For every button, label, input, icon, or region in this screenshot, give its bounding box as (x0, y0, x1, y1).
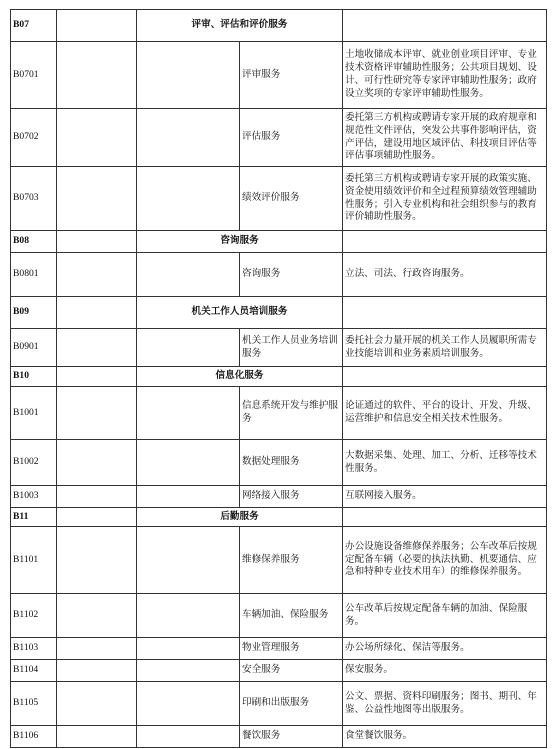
item-description: 土地收储成本评审、就业创业项目评审、专业技术资格评审辅助性服务；公共项目规划、设计、可行性研究等专家评审辅助性服务；政府设立奖项的专家评审辅助性服务。 (343, 42, 547, 109)
empty-cell (57, 527, 137, 594)
item-name: 评估服务 (240, 109, 343, 167)
empty-cell (137, 387, 240, 440)
item-description: 委托第三方机构或聘请专家开展的政策实施、资金使用绩效评价和全过程预算绩效管理辅助性服务；引入专业机构和社会组织参与的教育评价辅助性服务。 (343, 167, 547, 231)
item-description: 保安服务。 (343, 660, 547, 682)
table-body (11, 10, 547, 748)
empty-cell (57, 167, 137, 231)
empty-cell (57, 660, 137, 682)
empty-cell (137, 527, 240, 594)
empty-cell (137, 109, 240, 167)
empty-cell (343, 10, 547, 42)
item-name: 车辆加油、保险服务 (240, 594, 343, 638)
category-code: B08 (11, 231, 57, 253)
empty-cell (57, 10, 137, 42)
table-row (11, 109, 547, 167)
empty-cell (57, 440, 137, 486)
item-name: 机关工作人员业务培训服务 (240, 329, 343, 367)
empty-cell (57, 387, 137, 440)
category-name: 咨询服务 (137, 231, 343, 253)
table-row (11, 660, 547, 682)
item-name: 餐饮服务 (240, 726, 343, 748)
category-name: 评审、评估和评价服务 (137, 10, 343, 42)
empty-cell (137, 638, 240, 660)
empty-cell (57, 253, 137, 297)
empty-cell (137, 726, 240, 748)
category-header-row (11, 367, 547, 387)
item-code: B1102 (11, 594, 57, 638)
empty-cell (137, 167, 240, 231)
empty-cell (343, 297, 547, 329)
empty-cell (137, 594, 240, 638)
item-name: 咨询服务 (240, 253, 343, 297)
table-row (11, 726, 547, 748)
empty-cell (137, 660, 240, 682)
item-code: B1105 (11, 682, 57, 726)
item-code: B1101 (11, 527, 57, 594)
empty-cell (57, 42, 137, 109)
category-code: B10 (11, 367, 57, 387)
category-code: B11 (11, 508, 57, 527)
table-row (11, 167, 547, 231)
item-name: 数据处理服务 (240, 440, 343, 486)
table-row (11, 682, 547, 726)
category-name: 信息化服务 (137, 367, 343, 387)
item-description: 论证通过的软件、平台的设计、开发、升级、运营维护和信息安全相关技术性服务。 (343, 387, 547, 440)
item-code: B0901 (11, 329, 57, 367)
category-code: B07 (11, 10, 57, 42)
item-description: 公车改革后按规定配备车辆的加油、保险服务。 (343, 594, 547, 638)
item-code: B1106 (11, 726, 57, 748)
item-description: 立法、司法、行政咨询服务。 (343, 253, 547, 297)
item-description: 委托社会力量开展的机关工作人员履职所需专业技能培训和业务素质培训服务。 (343, 329, 547, 367)
empty-cell (57, 109, 137, 167)
item-description: 食堂餐饮服务。 (343, 726, 547, 748)
empty-cell (57, 726, 137, 748)
item-name: 印刷和出版服务 (240, 682, 343, 726)
item-description: 互联网接入服务。 (343, 486, 547, 508)
empty-cell (137, 253, 240, 297)
category-header-row (11, 508, 547, 527)
table-row (11, 387, 547, 440)
item-name: 信息系统开发与维护服务 (240, 387, 343, 440)
item-description: 办公设施设备维修保养服务；公车改革后按规定配备车辆（必要的执法执勤、机要通信、应急和特种专业技术用车）的维修保养服务。 (343, 527, 547, 594)
item-code: B1001 (11, 387, 57, 440)
table-row (11, 594, 547, 638)
item-name: 评审服务 (240, 42, 343, 109)
empty-cell (343, 231, 547, 253)
item-name: 网络接入服务 (240, 486, 343, 508)
empty-cell (57, 594, 137, 638)
item-code: B1002 (11, 440, 57, 486)
item-code: B0801 (11, 253, 57, 297)
category-name: 后勤服务 (137, 508, 343, 527)
item-name: 绩效评价服务 (240, 167, 343, 231)
table-row (11, 638, 547, 660)
table-row (11, 253, 547, 297)
empty-cell (57, 486, 137, 508)
item-description: 委托第三方机构或聘请专家开展的政府规章和规范性文件评估，突发公共事件影响评估，资产评估，建设用地区域评估、科技项目评估等评估事项辅助性服务。 (343, 109, 547, 167)
empty-cell (57, 297, 137, 329)
empty-cell (343, 508, 547, 527)
item-description: 大数据采集、处理、加工、分析、迁移等技术性服务。 (343, 440, 547, 486)
item-description: 公文、票据、资料印刷服务；图书、期刊、年鉴、公益性地图等出版服务。 (343, 682, 547, 726)
table-row (11, 527, 547, 594)
item-code: B1103 (11, 638, 57, 660)
table-row (11, 42, 547, 109)
empty-cell (57, 682, 137, 726)
item-description: 办公场所绿化、保洁等服务。 (343, 638, 547, 660)
empty-cell (137, 329, 240, 367)
category-name: 机关工作人员培训服务 (137, 297, 343, 329)
empty-cell (57, 231, 137, 253)
catalog-table-container (10, 9, 546, 748)
item-code: B0702 (11, 109, 57, 167)
category-header-row (11, 231, 547, 253)
service-catalog-table (10, 9, 547, 748)
empty-cell (57, 329, 137, 367)
category-header-row (11, 10, 547, 42)
empty-cell (57, 638, 137, 660)
empty-cell (137, 682, 240, 726)
category-code: B09 (11, 297, 57, 329)
empty-cell (137, 440, 240, 486)
table-row (11, 329, 547, 367)
table-row (11, 486, 547, 508)
empty-cell (57, 367, 137, 387)
item-name: 维修保养服务 (240, 527, 343, 594)
item-code: B0703 (11, 167, 57, 231)
empty-cell (343, 367, 547, 387)
item-code: B1003 (11, 486, 57, 508)
item-code: B0701 (11, 42, 57, 109)
empty-cell (57, 508, 137, 527)
item-name: 安全服务 (240, 660, 343, 682)
category-header-row (11, 297, 547, 329)
item-name: 物业管理服务 (240, 638, 343, 660)
item-code: B1104 (11, 660, 57, 682)
empty-cell (137, 42, 240, 109)
empty-cell (137, 486, 240, 508)
table-row (11, 440, 547, 486)
